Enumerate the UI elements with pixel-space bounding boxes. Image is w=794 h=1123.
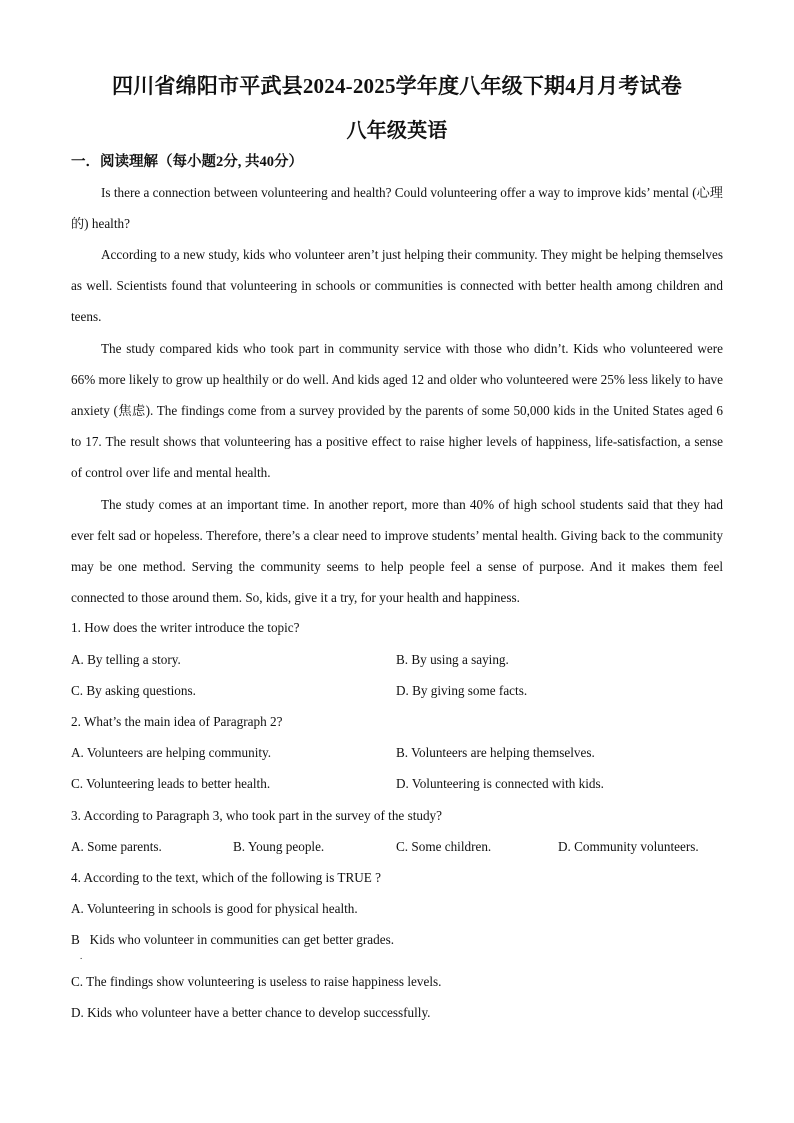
passage-paragraph-2: According to a new study, kids who volunteer aren’t just helping their community. They might be helping themselves as well. Scientists found that volunteering in schools or communities is connected with better health among children and teens. [71,247,723,324]
question-1-option-b: B. By using a saying. [396,652,509,667]
question-1-stem: 1. How does the writer introduce the topic? [71,620,300,635]
question-3-stem: 3. According to Paragraph 3, who took part in the survey of the study? [71,808,443,823]
question-2-stem: 2. What’s the main idea of Paragraph 2? [71,714,283,729]
question-3-option-a: A. Some parents. [71,839,162,854]
question-2-option-b: B. Volunteers are helping themselves. [396,745,595,760]
exam-subtitle: 八年级英语 [346,120,448,142]
question-3-option-c: C. Some children. [396,839,492,854]
passage-paragraph-1: Is there a connection between volunteering and health? Could volunteering offer a way to improve kids’ mental (心理的) health? [71,185,723,231]
question-4-stem: 4. According to the text, which of the following is TRUE ? [71,870,381,885]
question-3-option-b: B. Young people. [233,839,325,854]
question-4-option-b: B Kids who volunteer in communities can get better grades. [71,932,395,947]
stray-mark: . [80,951,83,961]
passage-paragraph-4: The study comes at an important time. In another report, more than 40% of high school students said that they had ever felt sad or hopeless. Therefore, there’s a clear need to improve students’ mental health. Giving back to the community may be one method. Serving the community seems to help people feel a sense of purpose. And it makes them feel connected to those around them. So, kids, give it a try, for your health and happiness. [71,497,723,605]
question-1-option-c: C. By asking questions. [71,683,196,698]
passage-paragraph-3: The study compared kids who took part in community service with those who didn’t. Kids who volunteered were 66% more likely to grow up healthily or do well. And kids aged 12 and older who volunteered were 25% less likely to have anxiety (焦虑). The findings come from a survey provided by the parents of some 50,000 kids in the United States aged 6 to 17. The result shows that volunteering has a positive effect to raise higher levels of happiness, life-satisfaction, a sense of control over life and mental health. [71,341,723,480]
question-4-option-d: D. Kids who volunteer have a better chance to develop successfully. [71,1005,431,1020]
question-2-option-a: A. Volunteers are helping community. [71,745,272,760]
question-1-option-a: A. By telling a story. [71,652,181,667]
question-4-option-c: C. The findings show volunteering is useless to raise happiness levels. [71,974,442,989]
section-heading: 一．阅读理解（每小题2分, 共40分） [71,154,303,170]
question-3-option-d: D. Community volunteers. [558,839,699,854]
exam-title: 四川省绵阳市平武县2024-2025学年度八年级下期4月月考试卷 [112,74,682,98]
question-2-option-d: D. Volunteering is connected with kids. [396,776,604,791]
question-1-option-d: D. By giving some facts. [396,683,528,698]
question-2-option-c: C. Volunteering leads to better health. [71,776,271,791]
question-4-option-a: A. Volunteering in schools is good for physical health. [71,901,358,916]
